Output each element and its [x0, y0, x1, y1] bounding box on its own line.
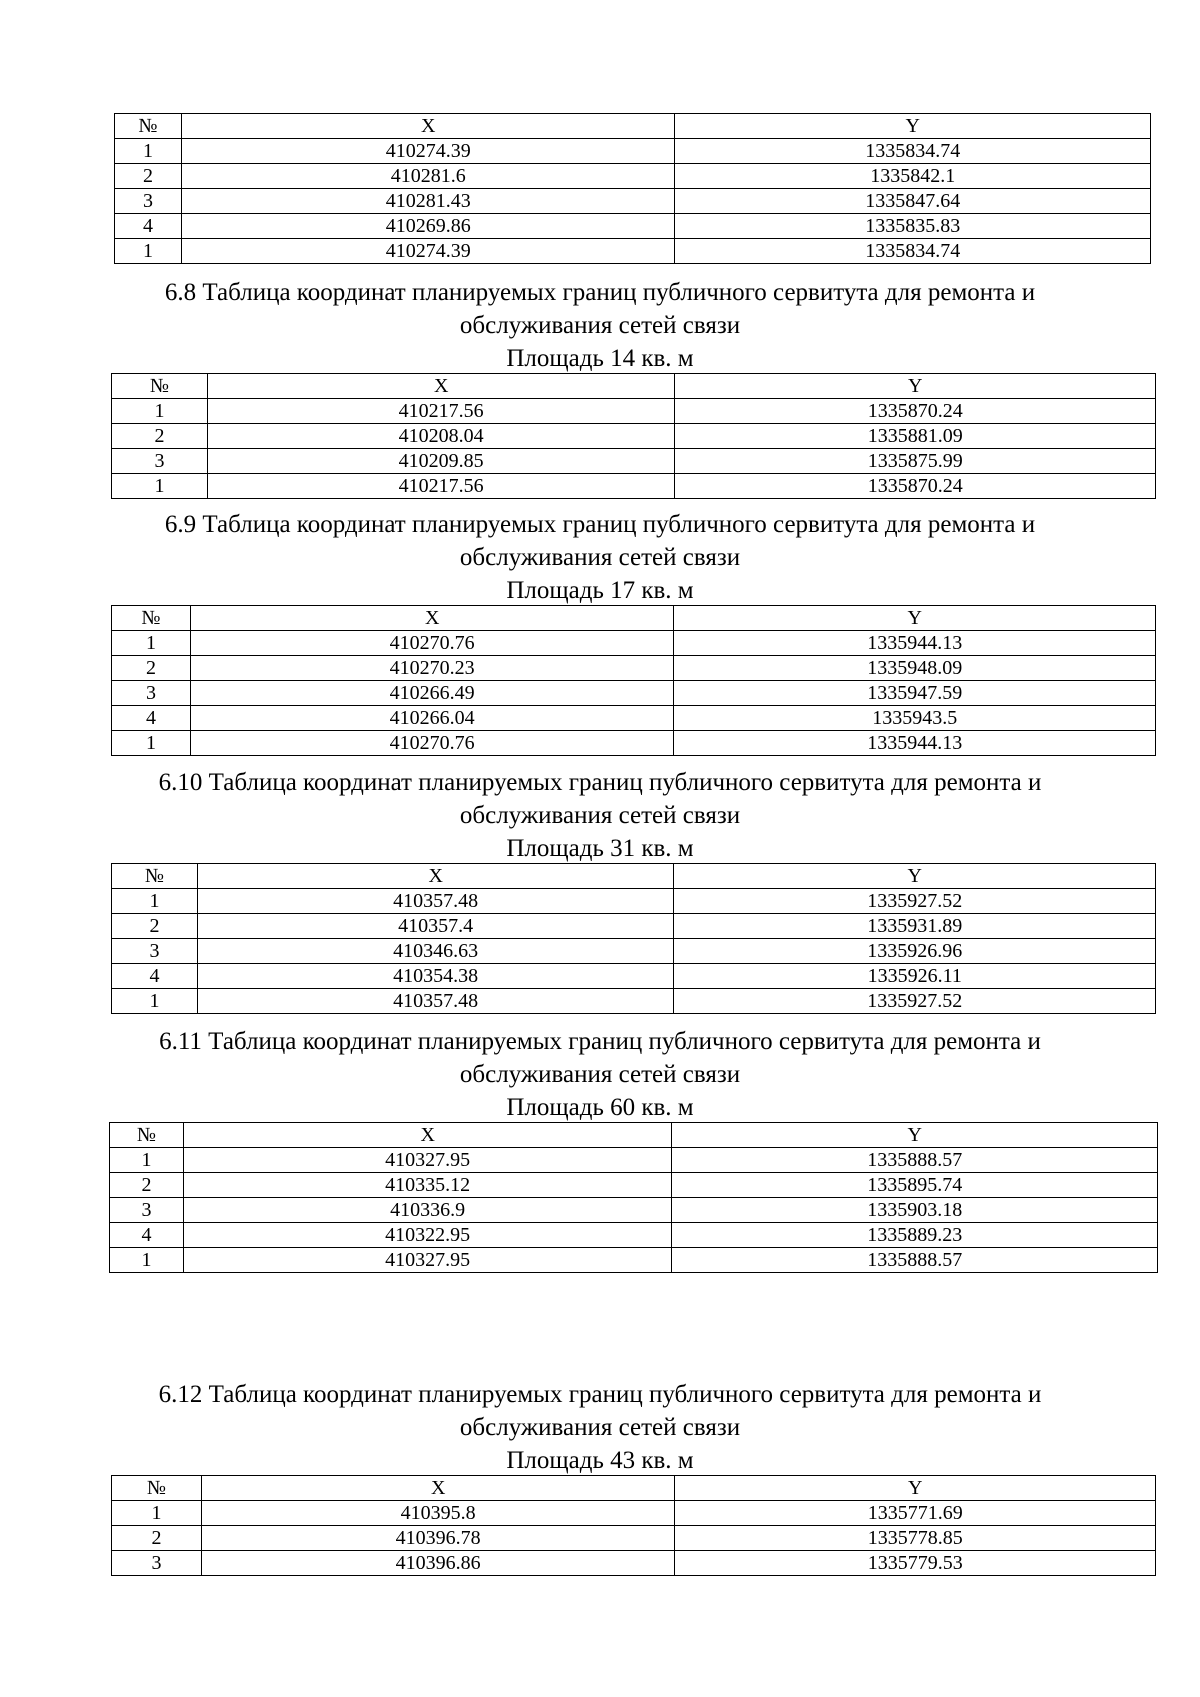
x-coordinate-cell: 410322.95 — [183, 1223, 672, 1248]
column-header-y: Y — [675, 114, 1151, 139]
y-coordinate-cell: 1335895.74 — [672, 1173, 1158, 1198]
coordinates-table — [111, 373, 1156, 499]
x-coordinate-cell: 410281.6 — [181, 164, 675, 189]
y-coordinate-cell: 1335926.96 — [674, 939, 1156, 964]
y-coordinate-cell: 1335834.74 — [675, 239, 1151, 264]
point-number-cell: 4 — [110, 1223, 184, 1248]
x-coordinate-cell: 410346.63 — [197, 939, 674, 964]
y-coordinate-cell: 1335778.85 — [675, 1526, 1156, 1551]
y-coordinate-cell: 1335834.74 — [675, 139, 1151, 164]
table-heading-line2: обслуживания сетей связи — [459, 1061, 741, 1088]
x-coordinate-cell: 410395.8 — [201, 1501, 675, 1526]
x-coordinate-cell: 410269.86 — [181, 214, 675, 239]
y-coordinate-cell: 1335903.18 — [672, 1198, 1158, 1223]
coordinates-table — [114, 113, 1151, 264]
y-coordinate-cell: 1335931.89 — [674, 914, 1156, 939]
table-row — [112, 399, 1156, 424]
column-header-y: Y — [674, 864, 1156, 889]
x-coordinate-cell: 410357.48 — [197, 889, 674, 914]
x-coordinate-cell: 410266.04 — [190, 706, 674, 731]
column-header-y: Y — [672, 1123, 1158, 1148]
table-row — [110, 1198, 1158, 1223]
table-row — [112, 681, 1156, 706]
y-coordinate-cell: 1335870.24 — [675, 474, 1156, 499]
column-header-y: Y — [674, 606, 1156, 631]
table-row — [112, 656, 1156, 681]
column-header-x: X — [181, 114, 675, 139]
column-header-x: X — [190, 606, 674, 631]
x-coordinate-cell: 410327.95 — [183, 1248, 672, 1273]
point-number-cell: 2 — [112, 1526, 202, 1551]
table-row — [112, 449, 1156, 474]
x-coordinate-cell: 410209.85 — [207, 449, 675, 474]
y-coordinate-cell: 1335927.52 — [674, 889, 1156, 914]
point-number-cell: 3 — [112, 939, 198, 964]
column-header-number: № — [112, 374, 208, 399]
table-heading: 6.8 Таблица координат планируемых границ публичного сервитута для ремонта и — [164, 279, 1036, 306]
y-coordinate-cell: 1335842.1 — [675, 164, 1151, 189]
y-coordinate-cell: 1335944.13 — [674, 631, 1156, 656]
table-row — [112, 889, 1156, 914]
table-row — [112, 731, 1156, 756]
column-header-number: № — [110, 1123, 184, 1148]
table-row — [110, 1148, 1158, 1173]
table-row — [112, 424, 1156, 449]
table-row — [115, 139, 1151, 164]
coordinates-table — [109, 1122, 1158, 1273]
point-number-cell: 1 — [112, 474, 208, 499]
y-coordinate-cell: 1335835.83 — [675, 214, 1151, 239]
table-heading: 6.9 Таблица координат планируемых границ публичного сервитута для ремонта и — [164, 511, 1036, 538]
x-coordinate-cell: 410357.48 — [197, 989, 674, 1014]
y-coordinate-cell: 1335847.64 — [675, 189, 1151, 214]
table-row — [112, 939, 1156, 964]
table-row — [112, 474, 1156, 499]
table-header-row — [112, 864, 1156, 889]
table-area: Площадь 60 кв. м — [506, 1094, 694, 1121]
table-row — [110, 1173, 1158, 1198]
y-coordinate-cell: 1335943.5 — [674, 706, 1156, 731]
table-row — [115, 189, 1151, 214]
table-heading-line2: обслуживания сетей связи — [459, 544, 741, 571]
y-coordinate-cell: 1335947.59 — [674, 681, 1156, 706]
table-header-row — [112, 374, 1156, 399]
table-area: Площадь 43 кв. м — [506, 1447, 694, 1474]
table-header-row — [115, 114, 1151, 139]
x-coordinate-cell: 410354.38 — [197, 964, 674, 989]
point-number-cell: 4 — [112, 964, 198, 989]
point-number-cell: 1 — [112, 399, 208, 424]
y-coordinate-cell: 1335771.69 — [675, 1501, 1156, 1526]
x-coordinate-cell: 410208.04 — [207, 424, 675, 449]
table-row — [110, 1223, 1158, 1248]
y-coordinate-cell: 1335888.57 — [672, 1148, 1158, 1173]
x-coordinate-cell: 410270.23 — [190, 656, 674, 681]
x-coordinate-cell: 410281.43 — [181, 189, 675, 214]
x-coordinate-cell: 410270.76 — [190, 731, 674, 756]
point-number-cell: 2 — [112, 424, 208, 449]
point-number-cell: 1 — [110, 1148, 184, 1173]
point-number-cell: 1 — [115, 239, 182, 264]
y-coordinate-cell: 1335926.11 — [674, 964, 1156, 989]
point-number-cell: 1 — [112, 889, 198, 914]
point-number-cell: 3 — [115, 189, 182, 214]
point-number-cell: 4 — [115, 214, 182, 239]
x-coordinate-cell: 410396.86 — [201, 1551, 675, 1576]
point-number-cell: 1 — [112, 731, 191, 756]
point-number-cell: 1 — [112, 989, 198, 1014]
column-header-number: № — [115, 114, 182, 139]
x-coordinate-cell: 410217.56 — [207, 399, 675, 424]
table-row — [115, 164, 1151, 189]
table-area: Площадь 31 кв. м — [506, 835, 694, 862]
y-coordinate-cell: 1335881.09 — [675, 424, 1156, 449]
column-header-y: Y — [675, 1476, 1156, 1501]
x-coordinate-cell: 410274.39 — [181, 139, 675, 164]
table-row — [112, 989, 1156, 1014]
x-coordinate-cell: 410336.9 — [183, 1198, 672, 1223]
x-coordinate-cell: 410357.4 — [197, 914, 674, 939]
column-header-x: X — [207, 374, 675, 399]
column-header-y: Y — [675, 374, 1156, 399]
table-area: Площадь 17 кв. м — [506, 577, 694, 604]
y-coordinate-cell: 1335948.09 — [674, 656, 1156, 681]
table-heading-block — [0, 276, 1200, 375]
table-heading-line2: обслуживания сетей связи — [459, 802, 741, 829]
point-number-cell: 3 — [112, 1551, 202, 1576]
coordinates-table — [111, 605, 1156, 756]
column-header-x: X — [197, 864, 674, 889]
x-coordinate-cell: 410335.12 — [183, 1173, 672, 1198]
y-coordinate-cell: 1335888.57 — [672, 1248, 1158, 1273]
point-number-cell: 2 — [110, 1173, 184, 1198]
column-header-x: X — [183, 1123, 672, 1148]
point-number-cell: 3 — [112, 681, 191, 706]
table-heading-block — [0, 766, 1200, 865]
point-number-cell: 1 — [110, 1248, 184, 1273]
point-number-cell: 3 — [110, 1198, 184, 1223]
column-header-x: X — [201, 1476, 675, 1501]
x-coordinate-cell: 410266.49 — [190, 681, 674, 706]
table-row — [112, 964, 1156, 989]
table-heading-block — [0, 1378, 1200, 1477]
coordinates-table — [111, 863, 1156, 1014]
table-row — [112, 1501, 1156, 1526]
x-coordinate-cell: 410396.78 — [201, 1526, 675, 1551]
y-coordinate-cell: 1335927.52 — [674, 989, 1156, 1014]
table-row — [110, 1248, 1158, 1273]
point-number-cell: 3 — [112, 449, 208, 474]
table-row — [112, 914, 1156, 939]
table-header-row — [112, 1476, 1156, 1501]
table-header-row — [112, 606, 1156, 631]
column-header-number: № — [112, 1476, 202, 1501]
table-heading-block — [0, 1025, 1200, 1124]
point-number-cell: 2 — [112, 914, 198, 939]
table-row — [115, 239, 1151, 264]
x-coordinate-cell: 410274.39 — [181, 239, 675, 264]
x-coordinate-cell: 410327.95 — [183, 1148, 672, 1173]
table-row — [112, 631, 1156, 656]
table-header-row — [110, 1123, 1158, 1148]
point-number-cell: 1 — [115, 139, 182, 164]
point-number-cell: 2 — [112, 656, 191, 681]
table-heading: 6.12 Таблица координат планируемых границ публичного сервитута для ремонта и — [158, 1381, 1042, 1408]
x-coordinate-cell: 410270.76 — [190, 631, 674, 656]
table-heading-line2: обслуживания сетей связи — [459, 1414, 741, 1441]
y-coordinate-cell: 1335779.53 — [675, 1551, 1156, 1576]
table-heading-line2: обслуживания сетей связи — [459, 312, 741, 339]
table-heading: 6.11 Таблица координат планируемых границ публичного сервитута для ремонта и — [159, 1028, 1041, 1055]
point-number-cell: 1 — [112, 631, 191, 656]
point-number-cell: 4 — [112, 706, 191, 731]
x-coordinate-cell: 410217.56 — [207, 474, 675, 499]
table-heading: 6.10 Таблица координат планируемых границ публичного сервитута для ремонта и — [158, 769, 1042, 796]
table-row — [115, 214, 1151, 239]
coordinates-table — [111, 1475, 1156, 1576]
table-heading-block — [0, 508, 1200, 607]
y-coordinate-cell: 1335875.99 — [675, 449, 1156, 474]
point-number-cell: 2 — [115, 164, 182, 189]
table-row — [112, 1551, 1156, 1576]
table-row — [112, 706, 1156, 731]
table-row — [112, 1526, 1156, 1551]
table-area: Площадь 14 кв. м — [506, 345, 694, 372]
y-coordinate-cell: 1335889.23 — [672, 1223, 1158, 1248]
y-coordinate-cell: 1335944.13 — [674, 731, 1156, 756]
y-coordinate-cell: 1335870.24 — [675, 399, 1156, 424]
column-header-number: № — [112, 606, 191, 631]
column-header-number: № — [112, 864, 198, 889]
point-number-cell: 1 — [112, 1501, 202, 1526]
